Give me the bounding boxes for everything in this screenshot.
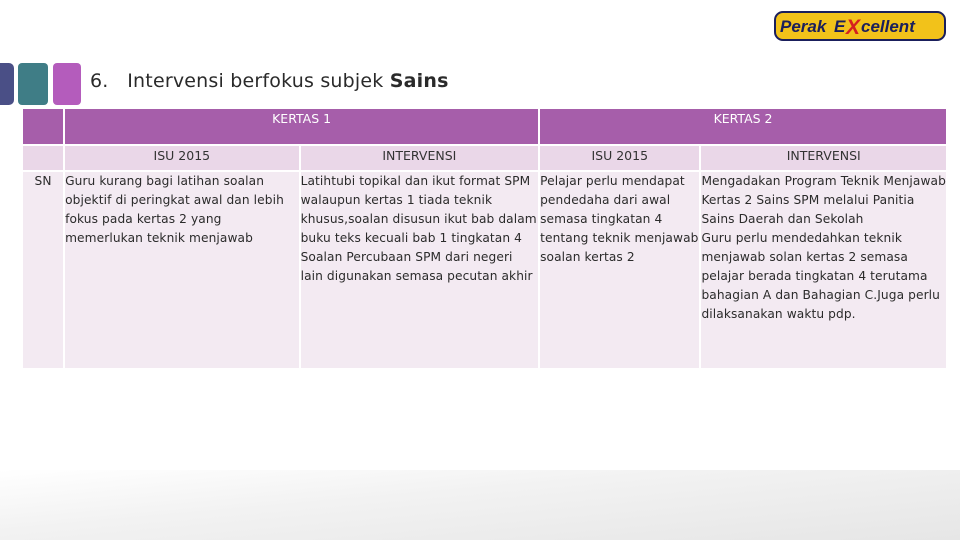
footer-band xyxy=(0,470,960,540)
subheader-intervensi-k1: INTERVENSI xyxy=(301,146,539,170)
cell-isu-k1: Guru kurang bagi latihan soalan objektif di peringkat awal dan lebih fokus pada kertas 2 yang memerlukan teknik menjawab xyxy=(65,172,299,368)
header-kertas-1: KERTAS 1 xyxy=(65,109,538,144)
sub-header-row xyxy=(23,146,946,170)
logo-text-b: E xyxy=(834,17,846,36)
subheader-corner xyxy=(23,146,63,170)
cell-isu-k2: Pelajar perlu mendapat pendedaha dari awal semasa tingkatan 4 tentang teknik menjawab soalan kertas 2 xyxy=(540,172,699,368)
title-number: 6. xyxy=(90,70,109,92)
decor-tab-navy xyxy=(0,63,14,105)
cell-intervensi-k1: Latihtubi topikal dan ikut format SPM walaupun kertas 1 tiada teknik khusus,soalan disusun ikut bab dalam buku teks kecuali bab 1 tingkatan 4 Soalan Percubaan SPM dari negeri lain digunakan semasa pecutan akhir xyxy=(301,172,539,368)
header-kertas-2: KERTAS 2 xyxy=(540,109,946,144)
table-row xyxy=(23,172,946,368)
subheader-intervensi-k2: INTERVENSI xyxy=(701,146,946,170)
subheader-isu-k2: ISU 2015 xyxy=(540,146,699,170)
cell-intervensi-k2: Mengadakan Program Teknik Menjawab Kertas 2 Sains SPM melalui Panitia Sains Daerah dan Sekolah Guru perlu mendedahkan teknik menjawab solan kertas 2 semasa pelajar berada tingkatan 4 terutama bahagian A dan Bahagian C.Juga perlu dilaksanakan waktu pdp. xyxy=(701,172,946,368)
title-emphasis: Sains xyxy=(389,70,449,92)
decor-tab-purple xyxy=(53,63,81,105)
logo-text-c: X xyxy=(846,16,861,39)
logo-text-d: cellent xyxy=(861,17,915,36)
title-text: Intervensi berfokus subjek xyxy=(127,70,384,92)
intervention-table xyxy=(21,107,948,370)
header-corner xyxy=(23,109,63,144)
decor-tab-teal xyxy=(18,63,48,105)
group-header-row xyxy=(23,109,946,144)
logo-text-a: Perak xyxy=(780,17,827,36)
subheader-isu-k1: ISU 2015 xyxy=(65,146,299,170)
page-title xyxy=(90,70,449,92)
perak-excellent-logo xyxy=(774,11,946,41)
row-label: SN xyxy=(23,172,63,368)
